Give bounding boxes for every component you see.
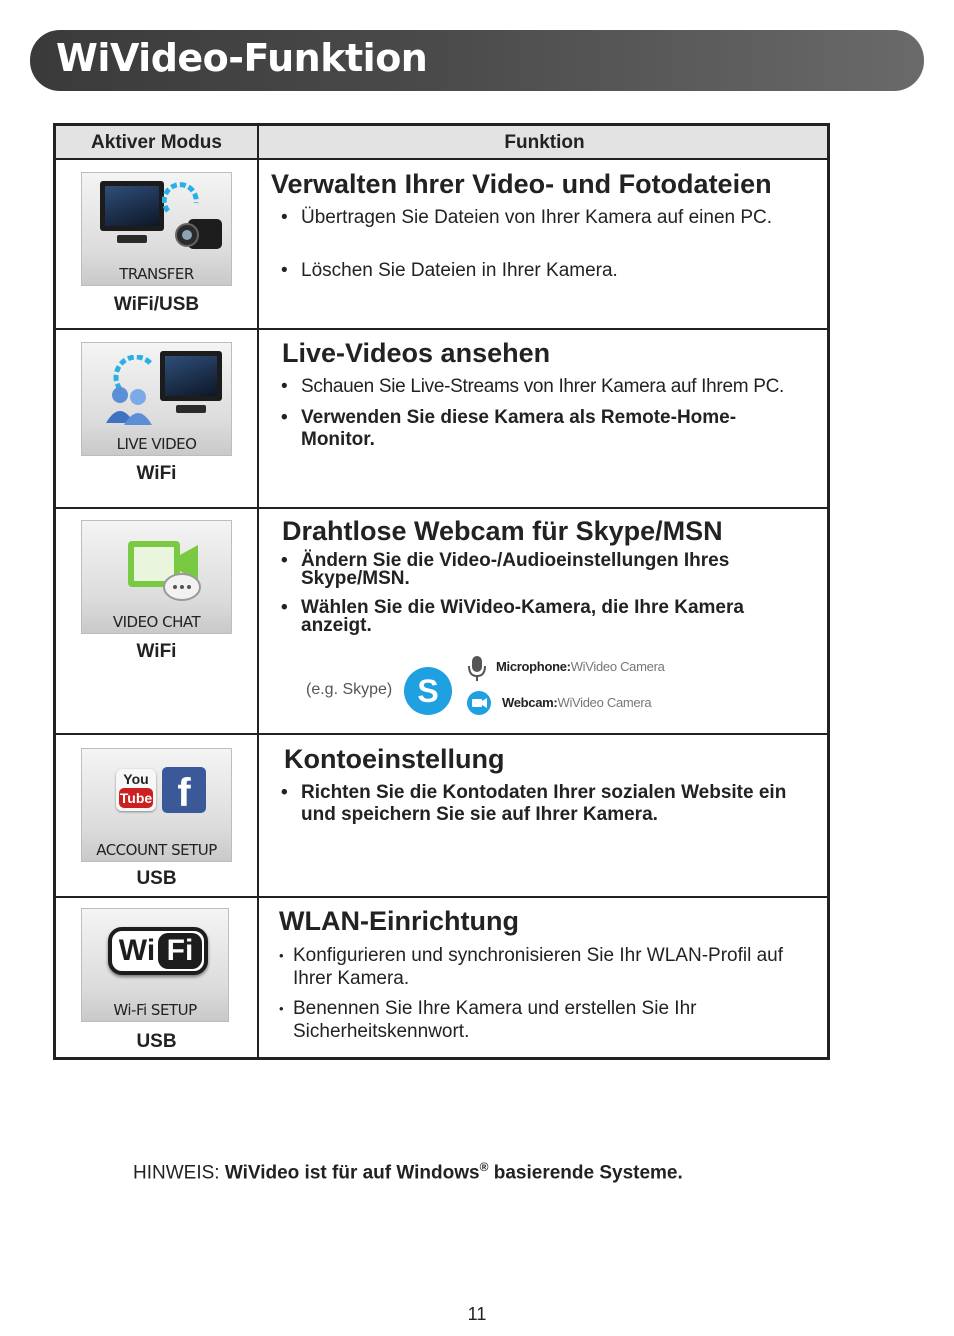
windows-monitor-icon (100, 181, 164, 231)
header-function: Funktion (504, 132, 585, 153)
youtube-logo: You Tube (116, 769, 156, 811)
camcorder-icon (174, 215, 226, 255)
thumb-caption: ACCOUNT SETUP (96, 841, 217, 859)
thumb-caption: LIVE VIDEO (116, 435, 197, 453)
microphone-setting: Microphone:WiVideo Camera (496, 659, 665, 674)
users-icon (104, 383, 156, 427)
header-mode: Aktiver Modus (91, 132, 222, 153)
thumb-caption: VIDEO CHAT (112, 613, 201, 631)
bullet-item: • Wählen Sie die WiVideo-Kamera, die Ihre Kamera anzeigt. (281, 597, 744, 636)
example-label: (e.g. Skype) (306, 681, 393, 698)
mode-label: USB (136, 1031, 177, 1052)
table-header (56, 126, 827, 160)
bullet-item: • Benennen Sie Ihre Kamera und erstellen Sie Ihr Sicherheitskennwort. (279, 998, 697, 1042)
mode-label: USB (136, 868, 177, 889)
page-title: WiVideo-Funktion (56, 36, 428, 80)
column-divider (257, 126, 259, 1057)
webcam-icon (466, 690, 492, 716)
microphone-icon (466, 654, 488, 682)
svg-text:S: S (417, 673, 439, 709)
wifi-setup-thumbnail (81, 908, 229, 1022)
row-divider (56, 507, 827, 509)
note: HINWEIS: WiVideo ist für auf Windows® basierende Systeme. (133, 1160, 683, 1184)
skype-icon (401, 664, 455, 718)
video-chat-icon (118, 529, 208, 605)
row-divider (56, 896, 827, 898)
bullet-item: • Konfigurieren und synchronisieren Sie Ihr WLAN-Profil auf Ihrer Kamera. (279, 945, 784, 989)
title-banner (30, 30, 924, 91)
bullet-item: • Übertragen Sie Dateien von Ihrer Kamera auf einen PC. (281, 207, 773, 228)
webcam-setting: Webcam:WiVideo Camera (502, 695, 652, 710)
wifi-logo: Wi Fi (108, 927, 208, 975)
feature-table (53, 123, 830, 1060)
video-chat-thumbnail (81, 520, 232, 634)
bullet-item: • Ändern Sie die Video-/Audioeinstellungen Ihres Skype/MSN. (281, 550, 730, 589)
thumb-caption: Wi-Fi SETUP (113, 1001, 197, 1019)
bullet-item: • Schauen Sie Live-Streams von Ihrer Kamera auf Ihrem PC. (281, 376, 785, 397)
bullet-item: • Verwenden Sie diese Kamera als Remote-Home-Monitor. (281, 407, 737, 450)
mode-label: WiFi/USB (113, 294, 200, 315)
row-divider (56, 328, 827, 330)
live-video-thumbnail (81, 342, 232, 456)
bullet-item: • Richten Sie die Kontodaten Ihrer sozialen Website ein und speichern Sie sie auf Ihrer Kamera. (281, 782, 787, 825)
section-title: Drahtlose Webcam für Skype/MSN (282, 516, 723, 546)
mode-label: WiFi (136, 641, 177, 662)
section-title: Verwalten Ihrer Video- und Fotodateien (271, 169, 772, 199)
facebook-logo: f (162, 767, 206, 813)
section-title: WLAN-Einrichtung (279, 906, 519, 936)
mode-label: WiFi (136, 463, 177, 484)
row-divider (56, 733, 827, 735)
transfer-thumbnail (81, 172, 232, 286)
section-title: Kontoeinstellung (284, 744, 505, 774)
bullet-item: • Löschen Sie Dateien in Ihrer Kamera. (281, 260, 618, 281)
section-title: Live-Videos ansehen (282, 338, 551, 368)
windows-monitor-icon (160, 351, 222, 401)
page-number: 11 (467, 1304, 487, 1324)
account-setup-thumbnail (81, 748, 232, 862)
thumb-caption: TRANSFER (119, 265, 194, 283)
